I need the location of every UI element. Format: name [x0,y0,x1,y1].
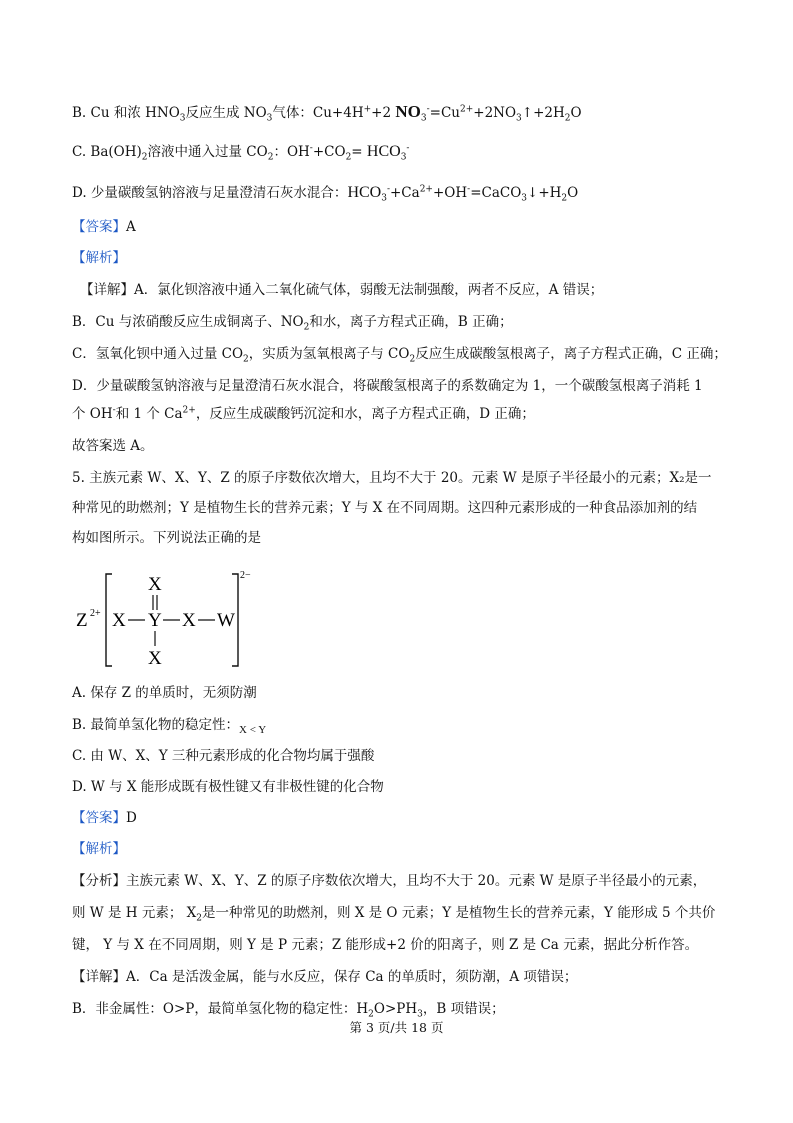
detail2-b: B．非金属性：O>P，最简单氢化物的稳定性：$H_2O>PH_3$，B 项错误； [72,1001,505,1020]
q5-line2: 种常见的助燃剂；Y 是植物生长的营养元素；Y 与 X 在不同周期。这四种元素形成的一种食品添加剂的结 [72,500,698,516]
analysis-1-tag: 【解析】 [72,250,126,266]
structure-diagram [72,568,272,672]
detail-d-line2: 个 OH-和 1 个 $Ca^{2+}$，反应生成碳酸钙沉淀和水，离子方程式正确，D 正确； [72,405,535,422]
atom-w: W [217,610,235,631]
detail-a: 【详解】A．氯化钡溶液中通入二氧化硫气体，弱酸无法制强酸，两者不反应，A 错误； [80,282,604,298]
detail2-a: 【详解】A．Ca 是活泼金属，能与水反应，保存 Ca 的单质时，须防潮，A 项错误； [72,969,578,985]
z-charge: 2+ [90,608,101,619]
atom-x-bottom: X [148,648,162,669]
answer-value: A [126,219,136,235]
option-b: B. Cu 和浓 $HNO_3$反应生成 $NO_3$气体：Cu+4H++2 $NO_3^-=Cu^{2+}+2NO_3↑+2H_2O$ [72,102,582,124]
answer-2 [72,809,137,827]
answer-value: D [126,810,137,826]
answer-tag: 【答案】 [72,810,126,826]
option-d: D. 少量碳酸氢钠溶液与足量澄清石灰水混合：$HCO_3^-+Ca^{2+}+OH^-=CaCO_3↓+H_2O$ [72,184,579,204]
detail-b: B．Cu 与浓硝酸反应生成铜离子、$NO_2$和水，离子方程式正确，B 正确； [72,314,513,333]
atom-x-right: X [182,610,196,631]
detail-c: C．氢氧化钡中通入过量 $CO_2$，实质为氢氧根离子与 $CO_2$反应生成碳酸氢根离子，离子方程式正确，C 正确； [72,346,727,365]
atom-x-left: X [112,610,126,631]
q5-line1: 5. 主族元素 W、X、Y、Z 的原子序数依次增大，且均不大于 20。元素 W 是原子半径最小的元素；X₂是一 [72,470,712,486]
fenxi-line2: 则 W 是 H 元素； $X_2$是一种常见的助燃剂，则 X 是 O 元素；Y 是植物生长的营养元素，Y 能形成 5 个共价 [72,905,716,924]
z-label: Z [76,610,88,631]
conclusion-1: 故答案选 A。 [72,438,154,454]
analysis-2-tag: 【解析】 [72,841,126,857]
detail-d-line1: D．少量碳酸氢钠溶液与足量澄清石灰水混合，将碳酸氢根离子的系数确定为 1，一个碳酸氢根离子消耗 1 [72,378,703,394]
answer-1 [72,218,136,236]
q5-option-b: B. 最简单氢化物的稳定性：$_{X < Y}$ [72,717,267,736]
option-c: C. $Ba(OH)_2$溶液中通入过量 $CO_2$：$OH^-+CO_2= HCO_3^-$ [72,143,410,163]
q5-option-a: A. 保存 Z 的单质时，无须防潮 [72,685,257,701]
ion-charge: 2− [240,570,251,581]
page-footer: 第 3 页/共 18 页 [349,1020,444,1035]
q5-line3: 构如图所示。下列说法正确的是 [72,530,261,546]
atom-y: Y [148,610,162,631]
fenxi-line3: 键， Y 与 X 在不同周期，则 Y 是 P 元素；Z 能形成+2 价的阳离子，则 Z 是 Ca 元素，据此分析作答。 [72,937,699,953]
answer-tag: 【答案】 [72,219,126,235]
q5-option-c: C. 由 W、X、Y 三种元素形成的化合物均属于强酸 [72,748,375,764]
q5-option-d: D. W 与 X 能形成既有极性键又有非极性键的化合物 [72,779,384,795]
atom-x-top: X [148,574,162,595]
fenxi-line1: 【分析】主族元素 W、X、Y、Z 的原子序数依次增大，且均不大于 20。元素 W 是原子半径最小的元素， [72,873,707,889]
